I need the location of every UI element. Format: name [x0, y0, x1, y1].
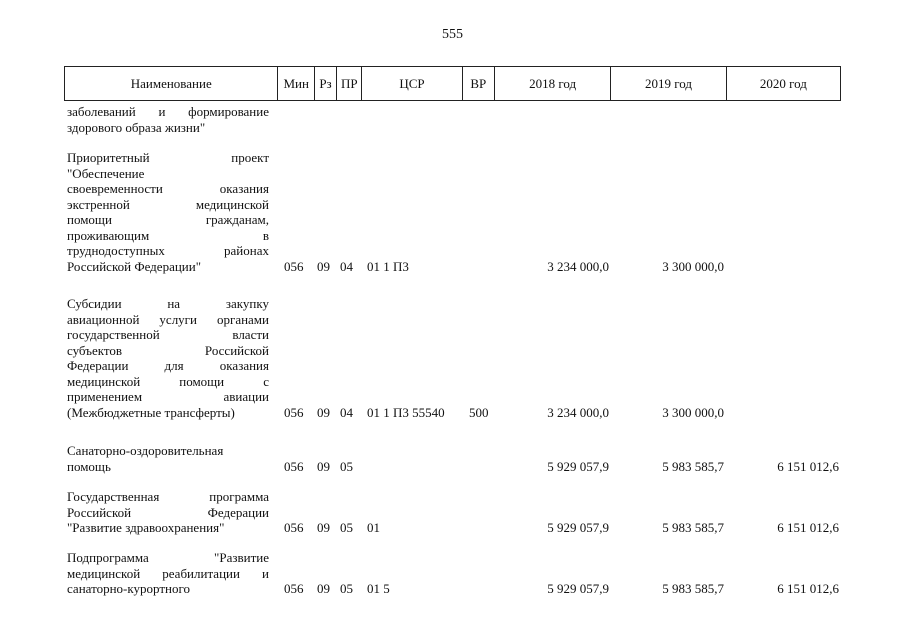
header-rz: Рз — [314, 67, 336, 101]
cell-y2019: 5 983 585,7 — [662, 458, 724, 474]
cell-rz: 09 — [317, 458, 330, 474]
cell-rz: 09 — [317, 520, 330, 535]
cell-pr: 04 — [340, 258, 353, 274]
row-name-line: субъектов Российской — [67, 342, 269, 358]
header-2020: 2020 год — [726, 67, 840, 101]
cell-y2018: 3 234 000,0 — [547, 404, 609, 420]
cell-rz: 09 — [317, 258, 330, 274]
row-name-line: Российской Федерации — [67, 504, 269, 520]
row-name-line: заболеваний и формирование — [67, 104, 269, 119]
row-name-line: "Обеспечение — [67, 165, 145, 181]
row-name — [67, 150, 269, 274]
cell-y2018: 3 234 000,0 — [547, 258, 609, 274]
cell-min: 056 — [284, 458, 304, 474]
cell-y2019: 5 983 585,7 — [662, 520, 724, 535]
row-name — [67, 443, 269, 474]
cell-pr: 04 — [340, 404, 353, 420]
header-vr: ВР — [462, 67, 494, 101]
cell-y2018: 5 929 057,9 — [547, 458, 609, 474]
row-name — [67, 489, 269, 536]
cell-min: 056 — [284, 258, 304, 274]
row-name-line: санаторно-курортного — [67, 581, 190, 596]
row-name-line: здорового образа жизни" — [67, 119, 206, 135]
row-name-line: помощь — [67, 458, 111, 474]
row-name — [67, 550, 269, 597]
row-name-line: Санаторно-оздоровительная — [67, 443, 224, 458]
row-name-line: труднодоступных районах — [67, 243, 269, 258]
cell-rz: 09 — [317, 581, 330, 596]
header-pr: ПР — [337, 67, 362, 101]
cell-vr: 500 — [469, 404, 489, 420]
table-header — [64, 66, 841, 101]
cell-y2020: 6 151 012,6 — [777, 458, 839, 474]
header-name: Наименование — [65, 67, 278, 101]
cell-y2020: 6 151 012,6 — [777, 520, 839, 535]
cell-y2018: 5 929 057,9 — [547, 581, 609, 596]
row-name-line: Федерации для оказания — [67, 358, 269, 373]
cell-csr: 01 5 — [367, 581, 390, 596]
row-name-line: Субсидии на закупку — [67, 296, 269, 311]
row-name-line: медицинской реабилитации и — [67, 565, 269, 581]
cell-y2019: 3 300 000,0 — [662, 404, 724, 420]
page-number: 555 — [442, 27, 463, 42]
cell-csr: 01 1 П3 55540 — [367, 404, 445, 420]
header-2019: 2019 год — [611, 67, 726, 101]
cell-y2018: 5 929 057,9 — [547, 520, 609, 535]
cell-pr: 05 — [340, 458, 353, 474]
header-2018: 2018 год — [494, 67, 610, 101]
row-name-line: медицинской помощи с — [67, 373, 269, 389]
row-name-line: применением авиации — [67, 389, 269, 404]
row-name-line: Российской Федерации" — [67, 258, 202, 274]
cell-y2019: 3 300 000,0 — [662, 258, 724, 274]
cell-pr: 05 — [340, 581, 353, 596]
cell-y2020: 6 151 012,6 — [777, 581, 839, 596]
row-name-line: своевременности оказания — [67, 181, 269, 196]
row-name-line: Государственная программа — [67, 489, 269, 504]
header-csr: ЦСР — [362, 67, 462, 101]
row-name — [67, 296, 269, 420]
row-name-line: проживающим в — [67, 227, 269, 243]
row-name-line: Подпрограмма "Развитие — [67, 550, 269, 565]
row-name-line: (Межбюджетные трансферты) — [67, 404, 235, 420]
cell-min: 056 — [284, 520, 304, 535]
cell-y2019: 5 983 585,7 — [662, 581, 724, 596]
cell-min: 056 — [284, 404, 304, 420]
row-name-line: Приоритетный проект — [67, 150, 269, 165]
cell-csr: 01 — [367, 520, 380, 535]
row-name-line: помощи гражданам, — [67, 212, 269, 227]
row-name-line: экстренной медицинской — [67, 196, 269, 212]
row-name — [67, 104, 269, 135]
row-name-line: государственной власти — [67, 327, 269, 342]
row-name-line: авиационной услуги органами — [67, 311, 269, 327]
cell-pr: 05 — [340, 520, 353, 535]
cell-csr: 01 1 П3 — [367, 258, 409, 274]
cell-rz: 09 — [317, 404, 330, 420]
row-name-line: "Развитие здравоохранения" — [67, 520, 225, 535]
cell-min: 056 — [284, 581, 304, 596]
header-min: Мин — [278, 67, 314, 101]
